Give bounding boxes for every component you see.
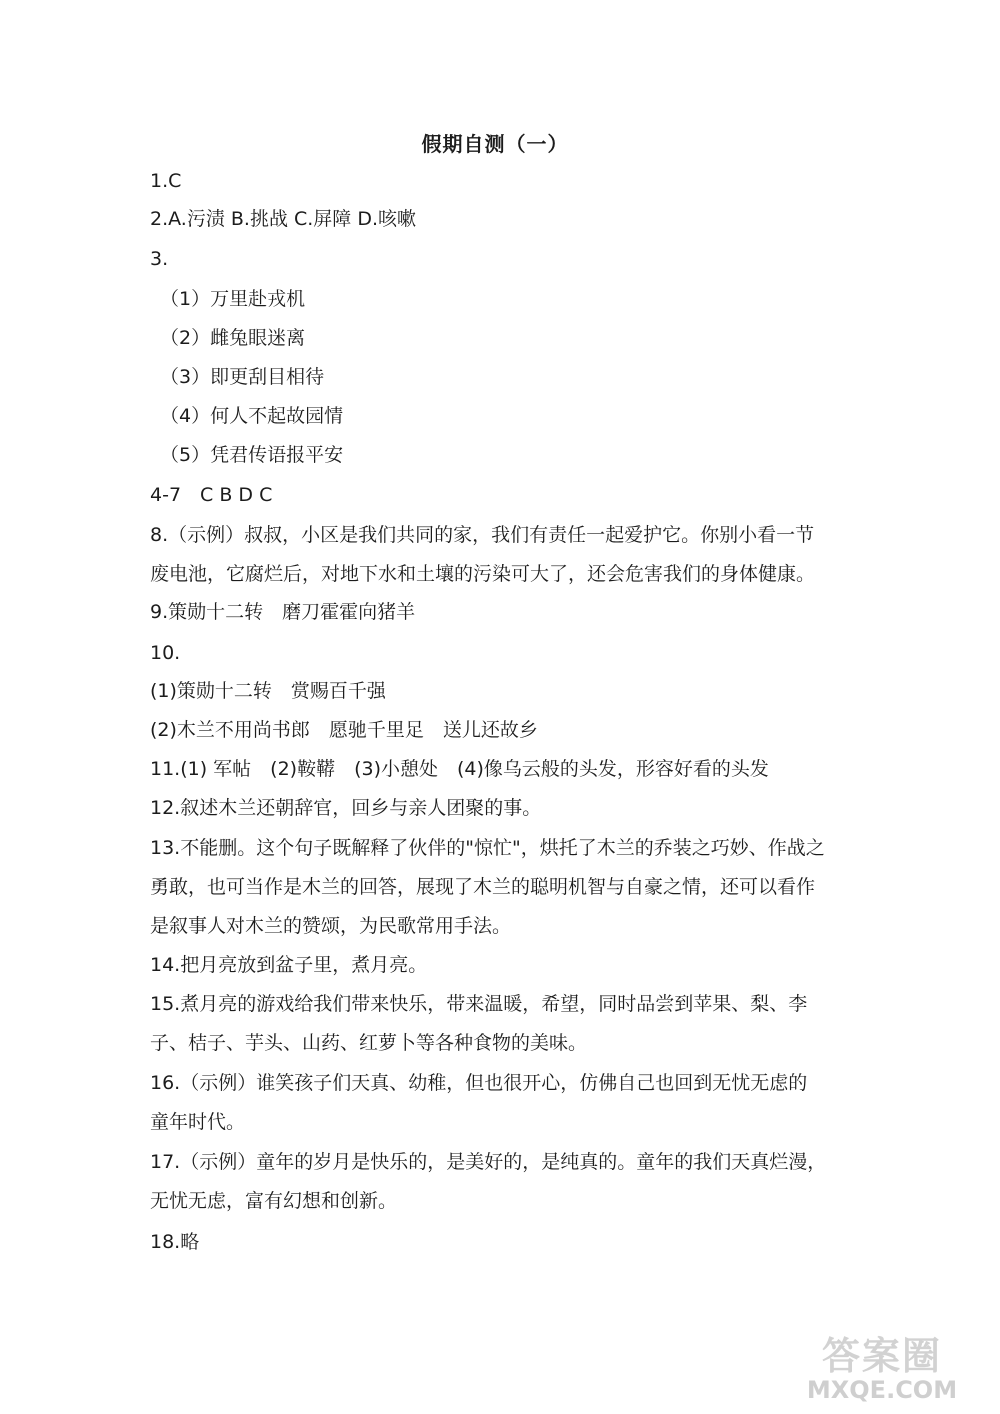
answer-line: 17.（示例）童年的岁月是快乐的，是美好的，是纯真的。童年的我们天真烂漫， [150,1151,827,1173]
answer-line: 3. [150,248,169,270]
answer-line: （4）何人不起故园情 [160,405,344,427]
answer-line: 废电池，它腐烂后，对地下水和土壤的污染可大了，还会危害我们的身体健康。 [150,563,816,585]
answer-line: 15.煮月亮的游戏给我们带来快乐，带来温暖，希望，同时品尝到苹果、梨、李 [150,993,808,1015]
answer-line: (2)木兰不用尚书郎 愿驰千里足 送儿还故乡 [150,719,538,741]
answer-line: 4-7 C B D C [150,484,273,506]
answer-line: 子、桔子、芋头、山药、红萝卜等各种食物的美味。 [150,1032,588,1054]
page-title: 假期自测（一） [421,132,569,156]
answer-line: 18.略 [150,1231,200,1253]
answer-line: 童年时代。 [150,1111,246,1133]
answer-line: （2）雌兔眼迷离 [160,327,306,349]
watermark-domain: MXQE.COM [806,1376,958,1404]
answer-line: 11.(1) 军帖 (2)鞍鞯 (3)小憩处 (4)像乌云般的头发，形容好看的头发 [150,758,769,780]
watermark-logo-text: 答案圈 [821,1334,942,1378]
answer-line: 12.叙述木兰还朝辞官，回乡与亲人团聚的事。 [150,797,542,819]
answer-line: （1）万里赴戎机 [160,288,306,310]
answer-line: 16.（示例）谁笑孩子们天真、幼稚，但也很开心，仿佛自己也回到无忧无虑的 [150,1072,808,1094]
answer-line: （3）即更刮目相待 [160,366,325,388]
answer-line: 13.不能删。这个句子既解释了伙伴的"惊忙"，烘托了木兰的乔装之巧妙、作战之 [150,837,825,859]
answer-line: 2.A.污渍 B.挑战 C.屏障 D.咳嗽 [150,208,417,230]
answer-line: 8.（示例）叔叔，小区是我们共同的家，我们有责任一起爱护它。你别小看一节 [150,524,815,546]
answer-line: (1)策勋十二转 赏赐百千强 [150,680,386,702]
answer-line: 14.把月亮放到盆子里，煮月亮。 [150,954,428,976]
answer-line: 是叙事人对木兰的赞颂，为民歌常用手法。 [150,915,512,937]
answer-line: 9.策勋十二转 磨刀霍霍向猪羊 [150,601,416,623]
answer-line: 1.C [150,170,182,192]
answer-line: 勇敢，也可当作是木兰的回答，展现了木兰的聪明机智与自豪之情，还可以看作 [150,876,816,898]
answer-line: 10. [150,642,181,664]
answer-line: 无忧无虑，富有幻想和创新。 [150,1190,398,1212]
site-watermark [782,1334,982,1404]
answer-line: （5）凭君传语报平安 [160,444,344,466]
